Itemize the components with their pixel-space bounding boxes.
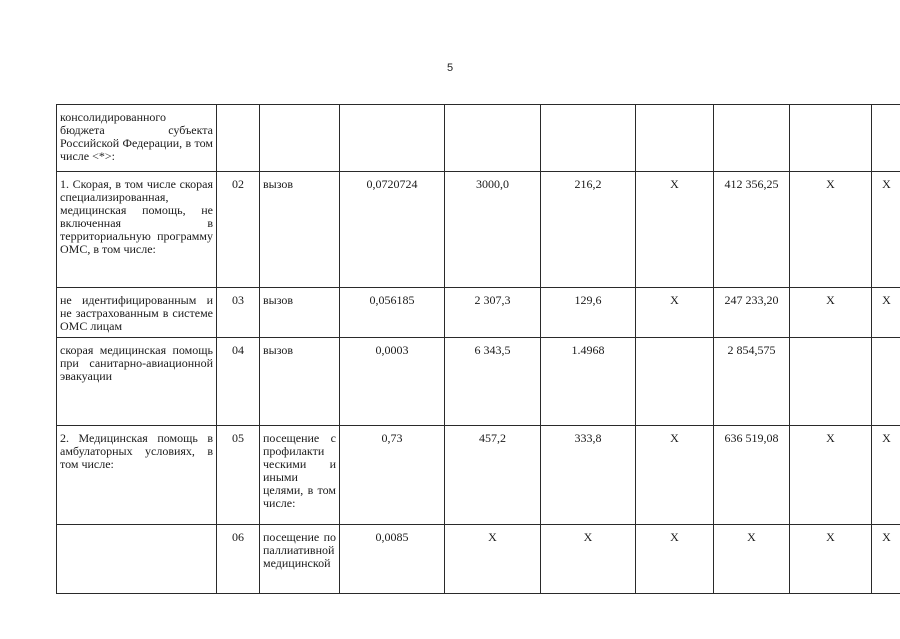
row-value-cell: 0,0720724 <box>340 172 445 288</box>
row-value-cell <box>636 105 714 172</box>
row-unit-cell: вызов <box>260 338 340 426</box>
row-value-cell <box>340 105 445 172</box>
row-value-cell <box>872 338 900 426</box>
row-value-cell: X <box>636 288 714 338</box>
row-code-cell: 05 <box>217 426 260 525</box>
table-row <box>57 288 900 338</box>
row-name-cell: 1. Скорая, в том числе скорая специализированная, медицинская помощь, не включенная в территориальную программу ОМС, в том числе: <box>57 172 217 288</box>
row-unit-cell <box>260 105 340 172</box>
row-name-cell <box>57 525 217 594</box>
row-unit-cell: посещение по паллиативной медицинской <box>260 525 340 594</box>
row-value-cell <box>872 105 900 172</box>
row-value-cell: 457,2 <box>445 426 541 525</box>
row-code-cell: 02 <box>217 172 260 288</box>
row-name-cell: консолидированного бюджета субъекта Российской Федерации, в том числе <*>: <box>57 105 217 172</box>
row-value-cell: X <box>541 525 636 594</box>
row-value-cell: 0,0003 <box>340 338 445 426</box>
row-value-cell: 412 356,25 <box>714 172 790 288</box>
row-value-cell: 6 343,5 <box>445 338 541 426</box>
row-value-cell: 636 519,08 <box>714 426 790 525</box>
row-value-cell: X <box>872 288 900 338</box>
row-value-cell: 1.4968 <box>541 338 636 426</box>
table-row <box>57 105 900 172</box>
row-code-cell: 03 <box>217 288 260 338</box>
row-value-cell <box>790 105 872 172</box>
row-value-cell: 0,056185 <box>340 288 445 338</box>
row-value-cell <box>714 105 790 172</box>
row-value-cell <box>445 105 541 172</box>
row-value-cell: X <box>872 172 900 288</box>
row-value-cell: 3000,0 <box>445 172 541 288</box>
row-code-cell: 06 <box>217 525 260 594</box>
row-value-cell: 2 854,575 <box>714 338 790 426</box>
row-value-cell <box>636 338 714 426</box>
row-value-cell: X <box>636 426 714 525</box>
row-value-cell: X <box>790 525 872 594</box>
row-code-cell: 04 <box>217 338 260 426</box>
row-value-cell: X <box>872 426 900 525</box>
row-unit-cell: посещение с профилакти ческими и иными целями, в том числе: <box>260 426 340 525</box>
table-row <box>57 426 900 525</box>
row-name-cell: не идентифицированным и не застрахованным в системе ОМС лицам <box>57 288 217 338</box>
row-value-cell: X <box>636 525 714 594</box>
row-value-cell: X <box>445 525 541 594</box>
row-value-cell: 0,0085 <box>340 525 445 594</box>
row-value-cell <box>541 105 636 172</box>
row-value-cell: X <box>790 288 872 338</box>
table-row <box>57 172 900 288</box>
row-value-cell: 129,6 <box>541 288 636 338</box>
page-number: 5 <box>446 62 454 74</box>
row-code-cell <box>217 105 260 172</box>
row-value-cell: 2 307,3 <box>445 288 541 338</box>
row-value-cell: 216,2 <box>541 172 636 288</box>
row-unit-cell: вызов <box>260 172 340 288</box>
row-value-cell: X <box>636 172 714 288</box>
row-value-cell <box>790 338 872 426</box>
row-value-cell: 0,73 <box>340 426 445 525</box>
row-value-cell: X <box>872 525 900 594</box>
row-value-cell: X <box>714 525 790 594</box>
row-name-cell: 2. Медицинская помощь в амбулаторных условиях, в том числе: <box>57 426 217 525</box>
row-value-cell: 333,8 <box>541 426 636 525</box>
table-row <box>57 338 900 426</box>
row-value-cell: X <box>790 172 872 288</box>
financing-table <box>56 104 900 594</box>
table-row <box>57 525 900 594</box>
row-value-cell: 247 233,20 <box>714 288 790 338</box>
row-value-cell: X <box>790 426 872 525</box>
row-unit-cell: вызов <box>260 288 340 338</box>
row-name-cell: скорая медицинская помощь при санитарно-авиационной эвакуации <box>57 338 217 426</box>
